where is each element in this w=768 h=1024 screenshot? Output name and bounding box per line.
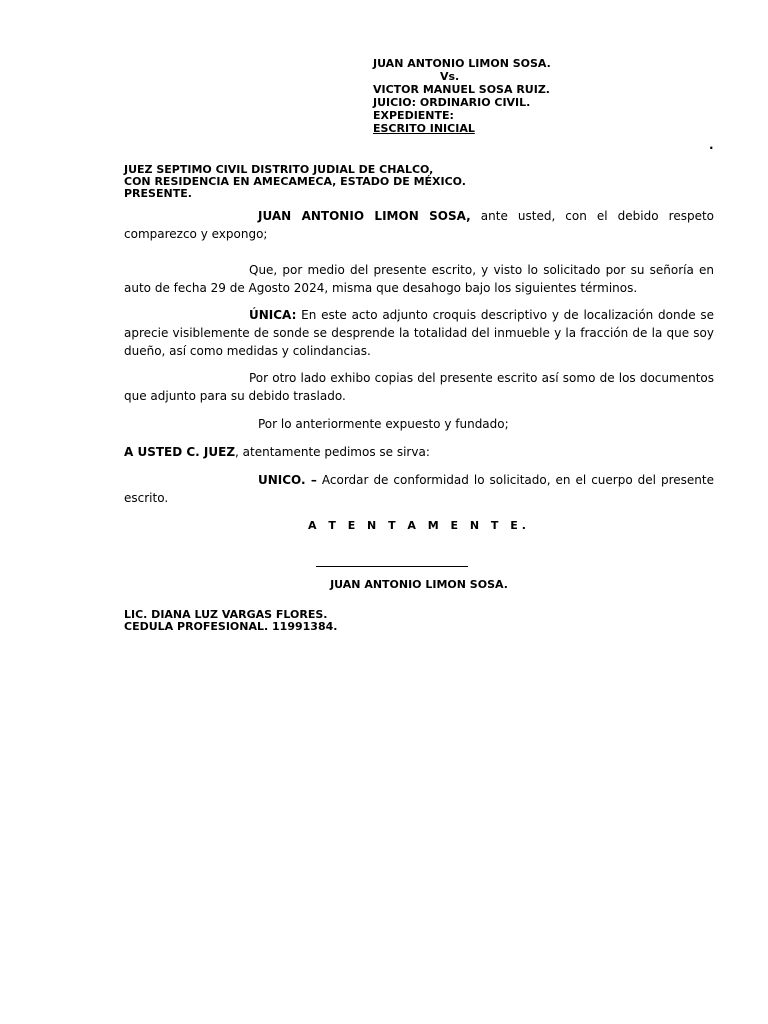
- unico-paragraph: [124, 471, 714, 507]
- unica-paragraph: [124, 306, 714, 360]
- unico-label: UNICO. –: [258, 473, 317, 487]
- grounds-paragraph: Por lo anteriormente expuesto y fundado;: [258, 417, 509, 431]
- versus-label: Vs.: [440, 70, 460, 83]
- intro-name: JUAN ANTONIO LIMON SOSA,: [258, 209, 471, 223]
- defendant-name: VICTOR MANUEL SOSA RUIZ.: [373, 83, 550, 96]
- addressee-line-3: PRESENTE.: [124, 187, 192, 200]
- stray-dot: .: [709, 138, 714, 152]
- intro-paragraph: [124, 207, 714, 243]
- unica-text: En este acto adjunto croquis descriptivo y de localización donde se aprecie visiblemente de sonde se desprende la totalidad del inmueble y la fracción de la que soy dueño, así como medidas y colindancias.: [124, 308, 714, 358]
- intro-text: ante usted, con el debido respeto comparezco y expongo;: [124, 209, 715, 241]
- lawyer-name: LIC. DIANA LUZ VARGAS FLORES.: [124, 608, 328, 621]
- unico-text: Acordar de conformidad lo solicitado, en el cuerpo del presente escrito.: [124, 473, 714, 505]
- signatory-name: JUAN ANTONIO LIMON SOSA.: [330, 578, 508, 591]
- addressee-line-1: JUEZ SEPTIMO CIVIL DISTRITO JUDIAL DE CHALCO,: [124, 163, 434, 176]
- petition-text: , atentamente pedimos se sirva:: [235, 445, 430, 459]
- case-caption: [373, 57, 551, 135]
- petition-label: A USTED C. JUEZ: [124, 445, 236, 459]
- unica-label: ÚNICA:: [249, 308, 297, 322]
- addressee-block: [124, 164, 466, 200]
- document-type: ESCRITO INICIAL: [373, 122, 475, 135]
- closing-salutation: A T E N T A M E N T E.: [308, 519, 530, 532]
- request-paragraph: Que, por medio del presente escrito, y visto lo solicitado por su señoría en auto de fecha 29 de Agosto 2024, misma que desahogo bajo los siguientes términos.: [124, 263, 714, 295]
- lawyer-cedula: CEDULA PROFESIONAL. 11991384.: [124, 620, 338, 633]
- signature-line: [316, 566, 468, 567]
- plaintiff-name: JUAN ANTONIO LIMON SOSA.: [373, 57, 551, 70]
- addressee-line-2: CON RESIDENCIA EN AMECAMECA, ESTADO DE MÉXICO.: [124, 175, 466, 188]
- trial-type: JUICIO: ORDINARIO CIVIL.: [373, 96, 531, 109]
- case-number-label: EXPEDIENTE:: [373, 109, 454, 122]
- copies-paragraph: Por otro lado exhibo copias del presente escrito así somo de los documentos que adjunto para su debido traslado.: [124, 371, 714, 403]
- petition-paragraph: [124, 443, 714, 461]
- lawyer-block: [124, 609, 337, 633]
